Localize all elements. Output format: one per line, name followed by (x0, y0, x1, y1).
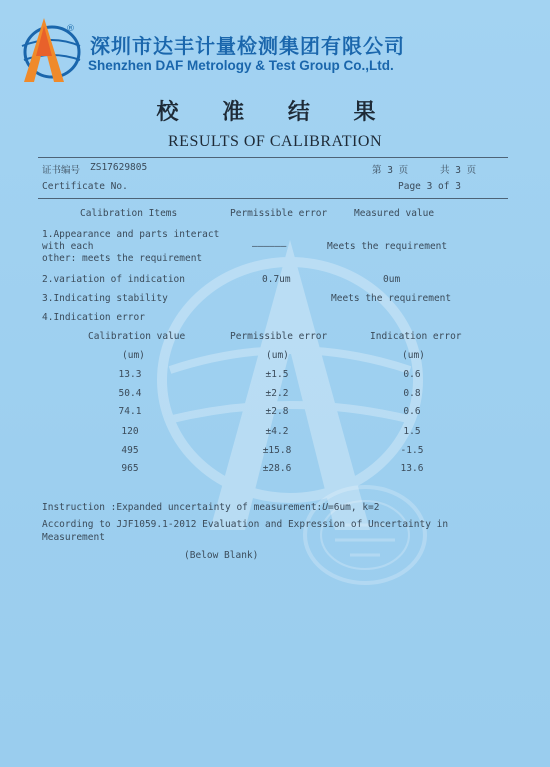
table-cell-indication-error: 0.6 (403, 369, 421, 380)
table-cell-indication-error: -1.5 (400, 445, 424, 456)
table-cell-permissible-error: ±2.2 (265, 388, 289, 399)
table-cell-indication-error: 13.6 (400, 463, 424, 474)
table-cell-calibration-value: 495 (121, 445, 139, 456)
item-1-permissible: —————— (252, 241, 287, 252)
page-count-cn-current: 第 3 页 (372, 165, 409, 176)
table-cell-calibration-value: 74.1 (118, 406, 142, 417)
info-rule (38, 198, 508, 199)
reference-standard-line2: Measurement (42, 532, 105, 543)
uncertainty-symbol: U (322, 502, 328, 513)
registered-mark: ® (66, 24, 75, 34)
subtable-header-permissible-error: Permissible error (230, 331, 328, 342)
subtable-unit-indication: (um) (402, 350, 425, 361)
column-header-items: Calibration Items (80, 208, 178, 219)
below-blank-note: (Below Blank) (184, 550, 259, 561)
company-name-en: Shenzhen DAF Metrology & Test Group Co.,Ltd. (88, 58, 394, 73)
item-2-measured: 0um (383, 274, 401, 285)
item-2-permissible: 0.7um (262, 274, 291, 285)
item-1-measured: Meets the requirement (327, 241, 448, 252)
reference-standard-line1: According to JJF1059.1-2012 Evaluation and Expression of Uncertainty in (42, 519, 449, 530)
instruction-prefix: Instruction :Expanded uncertainty of measurement: (42, 502, 323, 513)
item-4-label: 4.Indication error (42, 312, 145, 323)
item-1-label-line2: with each (42, 241, 94, 252)
certificate-number-label-cn: 证书编号 (42, 165, 81, 176)
certificate-no-label: Certificate No. (42, 181, 128, 192)
table-cell-permissible-error: ±2.8 (265, 406, 289, 417)
subtable-header-indication-error: Indication error (370, 331, 462, 342)
embossed-seal-icon (300, 480, 430, 590)
subtable-unit-permissible: (um) (266, 350, 289, 361)
table-cell-permissible-error: ±4.2 (265, 426, 289, 437)
instruction-suffix: =6um, k=2 (328, 502, 380, 513)
page-count-en: Page 3 of 3 (398, 181, 461, 192)
table-cell-indication-error: 0.8 (403, 388, 421, 399)
table-cell-indication-error: 0.6 (403, 406, 421, 417)
item-2-label: 2.variation of indication (42, 274, 185, 285)
company-name-cn: 深圳市达丰计量检测集团有限公司 (90, 34, 405, 58)
header-rule (38, 157, 508, 158)
table-cell-permissible-error: ±15.8 (262, 445, 292, 456)
subtable-unit-calibration: (um) (122, 350, 145, 361)
table-cell-indication-error: 1.5 (403, 426, 421, 437)
table-cell-calibration-value: 120 (121, 426, 139, 437)
item-3-measured: Meets the requirement (331, 293, 452, 304)
table-cell-calibration-value: 965 (121, 463, 139, 474)
certificate-number: ZS17629805 (90, 162, 148, 173)
uncertainty-instruction (42, 502, 379, 513)
table-cell-calibration-value: 50.4 (118, 388, 142, 399)
item-1-label-line1: 1.Appearance and parts interact (42, 229, 220, 240)
item-1-label-line3: other: meets the requirement (42, 253, 203, 264)
column-header-permissible: Permissible error (230, 208, 328, 219)
column-header-measured: Measured value (354, 208, 435, 219)
subtable-header-calibration-value: Calibration value (88, 331, 186, 342)
page-title-en: RESULTS OF CALIBRATION (168, 133, 382, 150)
table-cell-permissible-error: ±1.5 (265, 369, 289, 380)
table-cell-calibration-value: 13.3 (118, 369, 142, 380)
table-cell-permissible-error: ±28.6 (262, 463, 292, 474)
item-3-label: 3.Indicating stability (42, 293, 168, 304)
page-title-cn: 校 准 结 果 (156, 99, 394, 125)
page-count-cn-total: 共 3 页 (440, 165, 477, 176)
